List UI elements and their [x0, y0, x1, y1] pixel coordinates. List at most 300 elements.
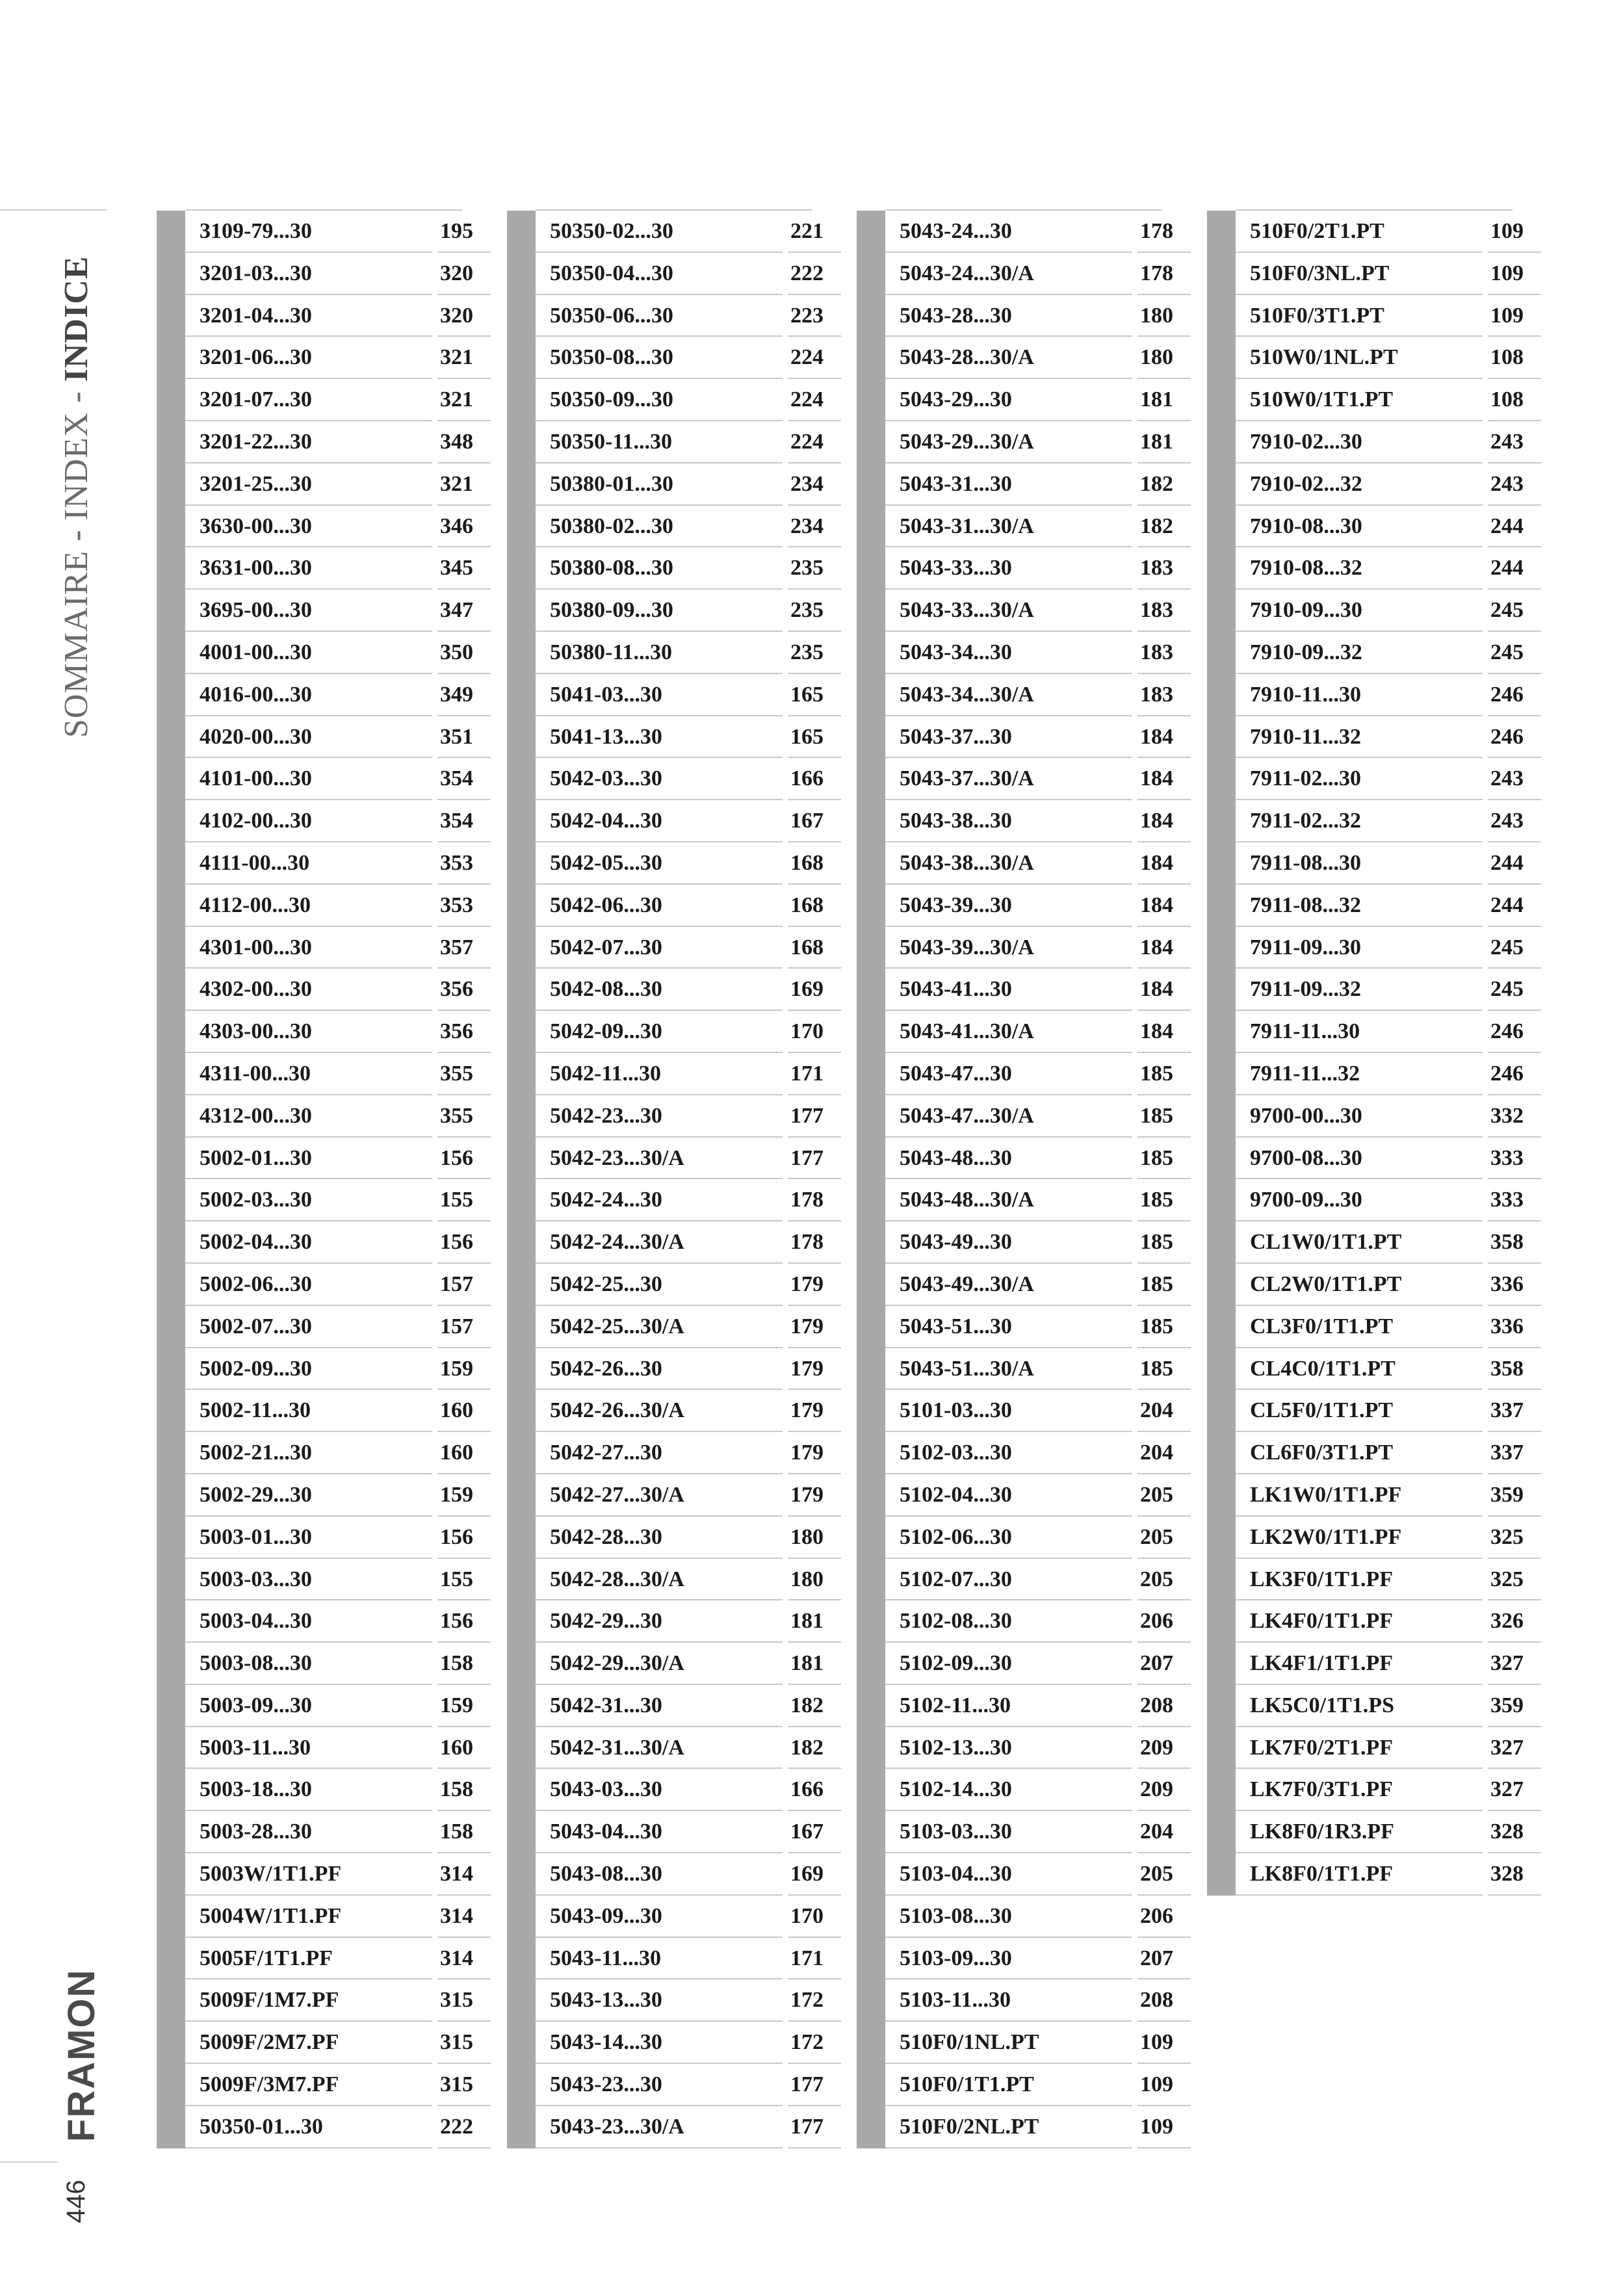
part-code: 7910-11...32 [1250, 724, 1361, 749]
index-row [885, 1979, 1175, 2022]
page-ref: 243 [1490, 429, 1524, 454]
part-code: 5042-29...30 [550, 1609, 662, 1634]
page-ref: 333 [1490, 1188, 1524, 1212]
part-code: 4303-00...30 [200, 1019, 312, 1044]
index-row [1236, 1811, 1526, 1853]
index-row [885, 1896, 1175, 1938]
page-ref: 182 [790, 1735, 824, 1760]
page-ref: 345 [440, 556, 473, 581]
page-ref: 328 [1490, 1862, 1524, 1886]
page-ref: 246 [1490, 1061, 1524, 1086]
index-row [1236, 295, 1526, 337]
part-code: 5003-11...30 [200, 1735, 311, 1760]
index-row [185, 1348, 475, 1390]
page-ref: 246 [1490, 1019, 1524, 1044]
index-row [185, 1264, 475, 1306]
bottom-left-rule [0, 2161, 57, 2163]
part-code: 5103-04...30 [900, 1862, 1012, 1886]
index-row [885, 1517, 1175, 1559]
index-column-2 [507, 211, 825, 2148]
index-row [1236, 1769, 1526, 1811]
index-row [185, 2022, 475, 2064]
index-row [536, 295, 825, 337]
page-ref: 109 [1140, 2072, 1173, 2097]
page-ref: 168 [790, 935, 824, 959]
page-ref: 195 [440, 219, 473, 243]
part-code: 5003-18...30 [200, 1777, 312, 1802]
page-ref: 184 [1140, 766, 1173, 791]
index-row [185, 842, 475, 885]
part-code: 7911-09...30 [1250, 935, 1361, 959]
page-ref: 314 [440, 1862, 473, 1886]
index-row [1236, 337, 1526, 379]
index-row [1236, 1011, 1526, 1053]
part-code: 5002-07...30 [200, 1314, 312, 1338]
part-code: 7911-09...32 [1250, 977, 1361, 1002]
page-ref: 180 [1140, 303, 1173, 328]
part-code: 5002-04...30 [200, 1230, 312, 1255]
page-ref: 355 [440, 1103, 473, 1128]
index-row [1236, 463, 1526, 506]
index-row [1236, 421, 1526, 463]
page-ref: 245 [1490, 640, 1524, 664]
page-ref: 183 [1140, 640, 1173, 664]
index-row [885, 1600, 1175, 1643]
part-code: 5043-34...30/A [900, 682, 1034, 707]
page-ref: 356 [440, 1019, 473, 1044]
index-row [885, 885, 1175, 927]
page-ref: 172 [790, 1988, 824, 2013]
page-ref: 179 [790, 1482, 824, 1507]
part-code: 5042-07...30 [550, 935, 662, 959]
part-code: 50350-04...30 [550, 261, 673, 285]
index-row [536, 1179, 825, 1221]
page-ref: 185 [1140, 1188, 1173, 1212]
index-row [185, 506, 475, 548]
page-ref: 205 [1140, 1567, 1173, 1591]
index-row [536, 2106, 825, 2148]
page-ref: 327 [1490, 1777, 1524, 1802]
page-ref: 350 [440, 640, 473, 664]
part-code: CL2W0/1T1.PT [1250, 1272, 1402, 1296]
page-ref: 167 [790, 809, 824, 833]
index-row [885, 547, 1175, 590]
page-ref: 177 [790, 2114, 824, 2139]
page-ref: 325 [1490, 1567, 1524, 1591]
index-row [185, 1769, 475, 1811]
part-code: 7910-11...30 [1250, 682, 1361, 707]
index-row [1236, 1559, 1526, 1601]
page-ref: 337 [1490, 1398, 1524, 1423]
part-code: 9700-09...30 [1250, 1188, 1362, 1212]
index-row [885, 1432, 1175, 1474]
page-ref: 320 [440, 261, 473, 285]
page-ref: 185 [1140, 1356, 1173, 1381]
index-row [1236, 547, 1526, 590]
part-code: 4302-00...30 [200, 977, 312, 1002]
part-code: 50380-01...30 [550, 471, 673, 496]
part-code: 5042-06...30 [550, 893, 662, 917]
page-ref: 172 [790, 2030, 824, 2055]
page-ref: 321 [440, 387, 473, 412]
part-code: 510W0/1T1.PT [1250, 387, 1394, 412]
part-code: 5042-11...30 [550, 1061, 661, 1086]
index-row [536, 1348, 825, 1390]
part-code: 5043-29...30/A [900, 429, 1034, 454]
index-row [185, 590, 475, 632]
page-ref: 180 [790, 1567, 824, 1591]
part-code: 7910-09...30 [1250, 598, 1362, 623]
page-ref: 160 [440, 1441, 473, 1465]
index-row [885, 1264, 1175, 1306]
part-code: 5042-23...30 [550, 1103, 662, 1128]
part-code: 5042-05...30 [550, 850, 662, 875]
index-row [185, 1979, 475, 2022]
index-row [536, 1221, 825, 1264]
index-row [1236, 506, 1526, 548]
page-ref: 327 [1490, 1735, 1524, 1760]
index-row [885, 2022, 1175, 2064]
part-code: LK7F0/3T1.PF [1250, 1777, 1394, 1802]
part-code: 50350-06...30 [550, 303, 673, 328]
page-ref: 183 [1140, 598, 1173, 623]
part-code: 7910-02...30 [1250, 429, 1362, 454]
page-ref: 178 [790, 1230, 824, 1255]
index-row [1236, 1179, 1526, 1221]
page-ref: 170 [790, 1903, 824, 1928]
part-code: 5102-14...30 [900, 1777, 1012, 1802]
part-code: 3201-07...30 [200, 387, 312, 412]
part-code: 5003-08...30 [200, 1651, 312, 1676]
index-row [185, 1306, 475, 1348]
part-code: 5102-03...30 [900, 1441, 1012, 1465]
page-ref: 245 [1490, 598, 1524, 623]
part-code: 3201-25...30 [200, 471, 312, 496]
row-divider [788, 2147, 841, 2148]
page-ref: 184 [1140, 809, 1173, 833]
part-code: 5041-03...30 [550, 682, 662, 707]
index-row [885, 800, 1175, 842]
page-ref: 181 [790, 1651, 824, 1676]
part-code: 3630-00...30 [200, 514, 312, 538]
part-code: 4020-00...30 [200, 724, 312, 749]
row-divider [1488, 1894, 1541, 1896]
index-row [185, 2106, 475, 2148]
page-ref: 171 [790, 1061, 824, 1086]
index-row [885, 253, 1175, 295]
page-ref: 223 [790, 303, 824, 328]
page-ref: 181 [1140, 429, 1173, 454]
part-code: 5043-47...30/A [900, 1103, 1034, 1128]
page-ref: 177 [790, 1103, 824, 1128]
page-ref: 358 [1490, 1230, 1524, 1255]
index-row [885, 1306, 1175, 1348]
index-row [536, 1053, 825, 1095]
index-row [185, 379, 475, 421]
page-ref: 208 [1140, 1693, 1173, 1717]
page-ref: 321 [440, 471, 473, 496]
part-code: 5041-13...30 [550, 724, 662, 749]
index-row [185, 1938, 475, 1980]
index-row [885, 969, 1175, 1011]
part-code: 5101-03...30 [900, 1398, 1012, 1423]
index-row [1236, 1306, 1526, 1348]
index-row [885, 1011, 1175, 1053]
part-code: CL1W0/1T1.PT [1250, 1230, 1402, 1255]
page-ref: 353 [440, 850, 473, 875]
index-row [885, 1179, 1175, 1221]
page-ref: 109 [1490, 219, 1524, 243]
part-code: 5042-23...30/A [550, 1145, 684, 1170]
part-code: 5043-33...30 [900, 556, 1012, 581]
index-row [1236, 253, 1526, 295]
part-code: 5043-23...30/A [550, 2114, 684, 2139]
page-ref: 206 [1140, 1903, 1173, 1928]
index-row [885, 463, 1175, 506]
part-code: 7911-11...30 [1250, 1019, 1360, 1044]
index-row [536, 253, 825, 295]
index-row [885, 1348, 1175, 1390]
part-code: 5043-39...30 [900, 893, 1012, 917]
index-row [885, 674, 1175, 716]
index-row [185, 1517, 475, 1559]
part-code: LK3F0/1T1.PF [1250, 1567, 1394, 1591]
page-ref: 245 [1490, 935, 1524, 959]
part-code: 5102-09...30 [900, 1651, 1012, 1676]
index-row [536, 632, 825, 674]
part-code: LK4F0/1T1.PF [1250, 1609, 1394, 1634]
page-ref: 206 [1140, 1609, 1173, 1634]
page-ref: 165 [790, 682, 824, 707]
index-row [185, 547, 475, 590]
index-row [1236, 1053, 1526, 1095]
index-row [1236, 1474, 1526, 1517]
index-row [885, 1095, 1175, 1138]
part-code: 510F0/1T1.PT [900, 2072, 1034, 2097]
part-code: CL3F0/1T1.PT [1250, 1314, 1394, 1338]
index-row [1236, 211, 1526, 253]
part-code: LK5C0/1T1.PS [1250, 1693, 1394, 1717]
part-code: 50350-09...30 [550, 387, 673, 412]
index-row [885, 211, 1175, 253]
part-code: 5002-01...30 [200, 1145, 312, 1170]
index-row [185, 295, 475, 337]
index-row [536, 1685, 825, 1727]
part-code: 5043-34...30 [900, 640, 1012, 664]
page-ref: 183 [1140, 556, 1173, 581]
part-code: 5002-06...30 [200, 1272, 312, 1296]
index-row [536, 1896, 825, 1938]
part-code: 7911-08...30 [1250, 850, 1361, 875]
page-ref: 155 [440, 1567, 473, 1591]
part-code: 5043-49...30/A [900, 1272, 1034, 1296]
page-ref: 221 [790, 219, 824, 243]
index-row [536, 758, 825, 800]
part-code: 5043-11...30 [550, 1946, 661, 1970]
page-ref: 157 [440, 1272, 473, 1296]
part-code: 5043-03...30 [550, 1777, 662, 1802]
part-code: 5003-03...30 [200, 1567, 312, 1591]
part-code: 50380-08...30 [550, 556, 673, 581]
part-code: 5042-27...30 [550, 1441, 662, 1465]
part-code: 7910-02...32 [1250, 471, 1362, 496]
page-ref: 315 [440, 1988, 473, 2013]
index-row [536, 463, 825, 506]
index-row [536, 211, 825, 253]
page-ref: 204 [1140, 1441, 1173, 1465]
page-ref: 156 [440, 1609, 473, 1634]
page-ref: 158 [440, 1777, 473, 1802]
page-ref: 185 [1140, 1103, 1173, 1128]
part-code: 4112-00...30 [200, 893, 311, 917]
page-ref: 157 [440, 1314, 473, 1338]
page-ref: 234 [790, 514, 824, 538]
part-code: 5043-48...30/A [900, 1188, 1034, 1212]
part-code: 5042-27...30/A [550, 1482, 684, 1507]
page-ref: 224 [790, 387, 824, 412]
page-ref: 357 [440, 935, 473, 959]
part-code: 7910-08...30 [1250, 514, 1362, 538]
index-row [536, 1600, 825, 1643]
part-code: 5043-38...30 [900, 809, 1012, 833]
part-code: 5009F/3M7.PF [200, 2072, 339, 2097]
index-row [185, 1853, 475, 1896]
part-code: 510F0/3NL.PT [1250, 261, 1390, 285]
page-ref: 185 [1140, 1061, 1173, 1086]
index-row [885, 1685, 1175, 1727]
part-code: 5003-28...30 [200, 1820, 312, 1844]
page-ref: 224 [790, 345, 824, 370]
index-row [1236, 1221, 1526, 1264]
index-row [885, 337, 1175, 379]
index-row [885, 2064, 1175, 2106]
page-ref: 178 [1140, 261, 1173, 285]
page-ref: 222 [440, 2114, 473, 2139]
page-ref: 204 [1140, 1398, 1173, 1423]
page-ref: 158 [440, 1820, 473, 1844]
index-row [185, 1432, 475, 1474]
page-ref: 168 [790, 893, 824, 917]
part-code: 5002-21...30 [200, 1441, 312, 1465]
index-row [1236, 1727, 1526, 1769]
part-code: CL5F0/1T1.PT [1250, 1398, 1394, 1423]
page-ref: 315 [440, 2030, 473, 2055]
index-row [536, 1517, 825, 1559]
index-row [1236, 1517, 1526, 1559]
column-gray-bar [857, 211, 885, 2148]
index-row [185, 927, 475, 969]
page-ref: 354 [440, 766, 473, 791]
index-row [536, 506, 825, 548]
part-code: 5042-08...30 [550, 977, 662, 1002]
index-row [885, 632, 1175, 674]
index-row [536, 2064, 825, 2106]
page-ref: 183 [1140, 682, 1173, 707]
page-ref: 336 [1490, 1272, 1524, 1296]
part-code: 7910-08...32 [1250, 556, 1362, 581]
part-code: 5102-07...30 [900, 1567, 1012, 1591]
index-row [885, 295, 1175, 337]
part-code: 5043-48...30 [900, 1145, 1012, 1170]
part-code: 5043-29...30 [900, 387, 1012, 412]
index-row [885, 927, 1175, 969]
index-row [536, 927, 825, 969]
index-row [1236, 1348, 1526, 1390]
page-ref: 156 [440, 1524, 473, 1549]
index-row [185, 885, 475, 927]
page-ref: 177 [790, 2072, 824, 2097]
page-ref: 243 [1490, 809, 1524, 833]
index-row [885, 1559, 1175, 1601]
page-ref: 179 [790, 1314, 824, 1338]
page-ref: 244 [1490, 893, 1524, 917]
page-ref: 348 [440, 429, 473, 454]
part-code: 5043-37...30 [900, 724, 1012, 749]
part-code: 3201-22...30 [200, 429, 312, 454]
part-code: 5103-03...30 [900, 1820, 1012, 1844]
part-code: LK2W0/1T1.PF [1250, 1524, 1402, 1549]
part-code: 5042-29...30/A [550, 1651, 684, 1676]
part-code: 5042-24...30 [550, 1188, 662, 1212]
page-ref: 245 [1490, 977, 1524, 1002]
part-code: 5043-14...30 [550, 2030, 662, 2055]
part-code: 5043-31...30/A [900, 514, 1034, 538]
page-ref: 179 [790, 1356, 824, 1381]
part-code: 5103-11...30 [900, 1988, 1011, 2013]
column-gray-bar [1207, 211, 1236, 1896]
page-ref: 205 [1140, 1862, 1173, 1886]
page-ref: 180 [790, 1524, 824, 1549]
index-row [536, 800, 825, 842]
index-row [185, 2064, 475, 2106]
index-row [185, 1685, 475, 1727]
index-row [536, 1979, 825, 2022]
part-code: 510F0/1NL.PT [900, 2030, 1039, 2055]
index-row [1236, 1600, 1526, 1643]
part-code: 5043-28...30 [900, 303, 1012, 328]
page-ref: 182 [790, 1693, 824, 1717]
part-code: 5042-28...30/A [550, 1567, 684, 1591]
page-ref: 170 [790, 1019, 824, 1044]
part-code: 50350-02...30 [550, 219, 673, 243]
page-ref: 159 [440, 1482, 473, 1507]
index-row [885, 1727, 1175, 1769]
part-code: 510F0/3T1.PT [1250, 303, 1384, 328]
part-code: 5042-31...30 [550, 1693, 662, 1717]
page-ref: 182 [1140, 471, 1173, 496]
page-ref: 246 [1490, 724, 1524, 749]
index-row [536, 1643, 825, 1685]
part-code: 5043-31...30 [900, 471, 1012, 496]
index-row [1236, 1432, 1526, 1474]
part-code: 5003-09...30 [200, 1693, 312, 1717]
page-ref: 184 [1140, 850, 1173, 875]
index-row [536, 1138, 825, 1180]
part-code: 50380-11...30 [550, 640, 672, 664]
column-gray-bar [507, 211, 536, 2148]
index-row [536, 1095, 825, 1138]
page-ref: 177 [790, 1145, 824, 1170]
part-code: 5009F/2M7.PF [200, 2030, 339, 2055]
part-code: 4016-00...30 [200, 682, 312, 707]
part-code: 5043-09...30 [550, 1903, 662, 1928]
index-row [536, 1559, 825, 1601]
index-row [885, 842, 1175, 885]
row-divider [185, 2147, 432, 2148]
part-code: 50380-09...30 [550, 598, 673, 623]
part-code: 510W0/1NL.PT [1250, 345, 1398, 370]
index-row [536, 674, 825, 716]
